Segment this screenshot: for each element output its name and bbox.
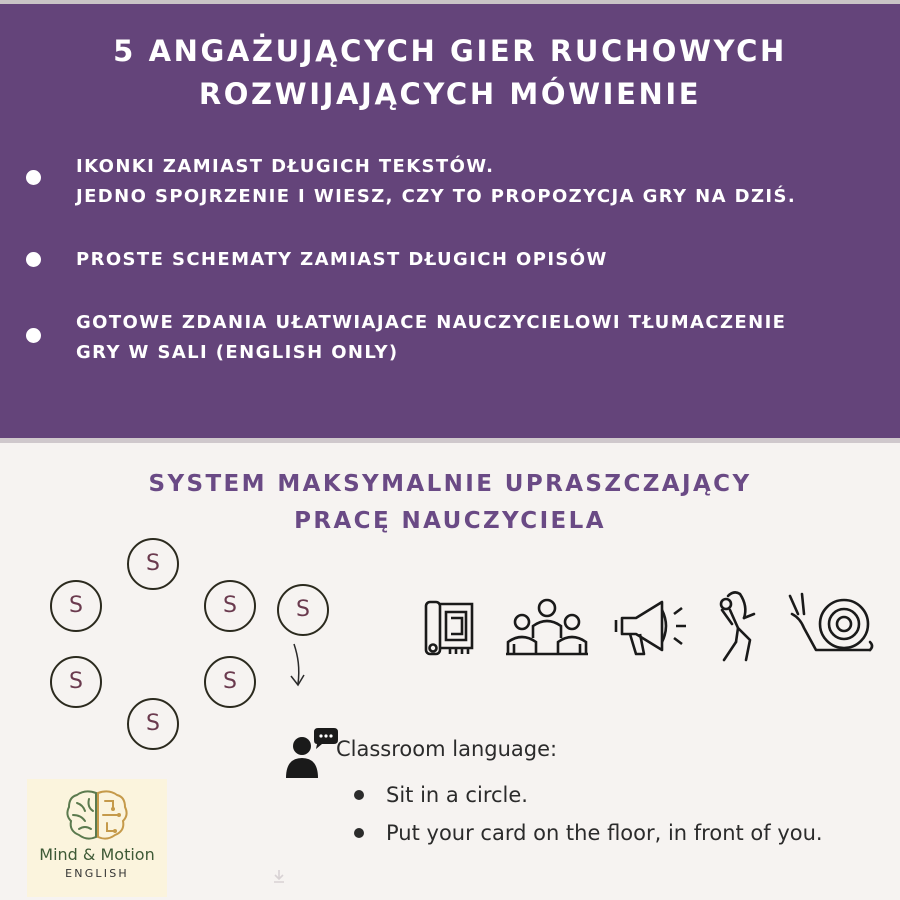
feature-line: GRY W SALI (ENGLISH ONLY) (76, 342, 399, 363)
student-circle (204, 580, 256, 632)
feature-list (0, 0, 900, 438)
student-circle (127, 698, 179, 750)
group-icon (504, 588, 590, 668)
download-icon (272, 868, 286, 884)
feature-line: GOTOWE ZDANIA UŁATWIAJACE NAUCZYCIELOWI TŁUMACZENIE (76, 312, 787, 333)
feature-line: IKONKI ZAMIAST DŁUGICH TEKSTÓW. (76, 156, 495, 177)
subtitle-line-2: PRACĘ NAUCZYCIELA (294, 508, 606, 534)
student-letter: S (69, 669, 83, 694)
student-circle (127, 538, 179, 590)
speaking-person-icon (284, 724, 340, 780)
list-item: Sit in a circle. (350, 776, 823, 814)
snail-icon (782, 588, 878, 668)
feature-text (76, 245, 608, 275)
bullet-dot (26, 170, 41, 185)
bullet-dot (26, 252, 41, 267)
classroom-language-title: Classroom language: (336, 737, 558, 761)
feature-line: PROSTE SCHEMATY ZAMIAST DŁUGICH OPISÓW (76, 249, 608, 270)
section-divider (0, 438, 900, 443)
student-letter: S (146, 551, 160, 576)
brand-logo (27, 779, 167, 897)
page-title-line-1: 5 ANGAŻUJĄCYCH GIER RUCHOWYCH (113, 34, 787, 68)
student-circle (50, 656, 102, 708)
logo-subtitle: ENGLISH (65, 867, 129, 880)
student-circle (204, 656, 256, 708)
list-item: Put your card on the floor, in front of you. (350, 814, 823, 852)
student-letter: S (223, 593, 237, 618)
feature-text (76, 308, 786, 368)
page-title-line-2: ROZWIJAJĄCYCH MÓWIENIE (198, 77, 702, 111)
student-letter: S (69, 593, 83, 618)
feature-line: JEDNO SPOJRZENIE I WIESZ, CZY TO PROPOZYCJA GRY NA DZIŚ. (76, 186, 797, 207)
mat-icon (418, 588, 478, 668)
feature-text (76, 152, 796, 212)
logo-name: Mind & Motion (39, 845, 155, 864)
game-icon-row (410, 588, 890, 668)
brain-icon (63, 787, 131, 843)
student-circle-outside (277, 584, 329, 636)
student-letter: S (146, 711, 160, 736)
student-circle (50, 580, 102, 632)
section-subtitle (0, 466, 900, 540)
megaphone-icon (610, 588, 694, 668)
subtitle-line-1: SYSTEM MAKSYMALNIE UPRASZCZAJĄCY (148, 471, 752, 497)
dancer-icon (714, 588, 760, 668)
student-letter: S (296, 597, 310, 622)
student-letter: S (223, 669, 237, 694)
arrow-down-icon (286, 640, 310, 690)
classroom-language-list (350, 776, 823, 852)
bullet-dot (26, 328, 41, 343)
